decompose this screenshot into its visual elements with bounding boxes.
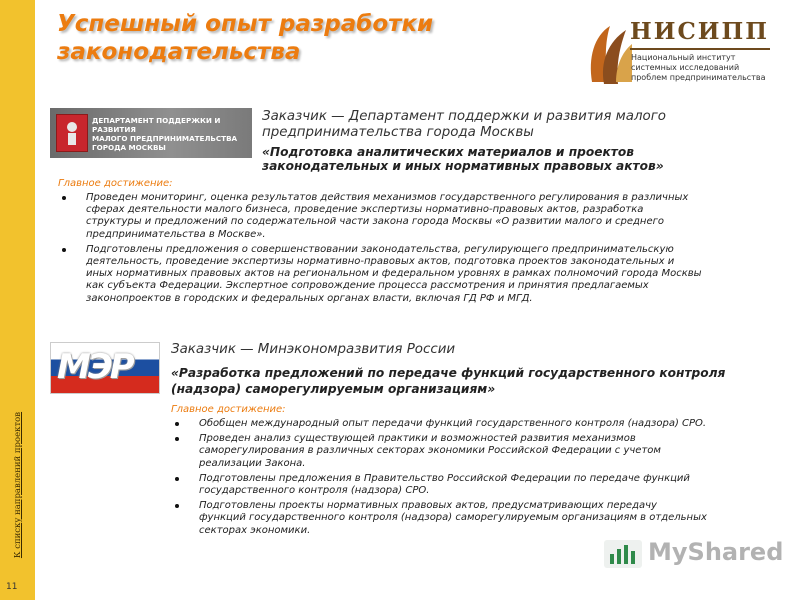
case2-b3-line-1: Подготовлены предложения в Правительство Российской Федерации по передаче функций [199,472,690,484]
back-to-project-list-link[interactable] [0,400,35,580]
watermark-text: MyShared [648,538,784,566]
case2-client: Заказчик — Минэкономразвития России [171,342,456,357]
case1-b2-line-3: иных нормативных правовых актов на региональном и федеральном уровнях в рамках полномочий города Москвы [86,268,702,280]
list-item [58,244,778,305]
case2-project [171,365,761,397]
watermark [604,538,784,572]
case2-b4-line-1: Подготовлены проекты нормативных правовых актов, предусматривающих передачу [199,500,657,512]
case2-project-line-2: (надзора) саморегулируемым организациям» [171,382,496,396]
moscow-department-banner [50,108,252,158]
case1-client-line-2: предпринимательства города Москвы [262,125,534,140]
case1-project-line-1: «Подготовка аналитических материалов и проектов [262,145,634,159]
list-item [171,433,771,470]
case2-achievement-label: Главное достижение: [171,404,286,415]
case1-client-line-1: Заказчик — Департамент поддержки и развития малого [262,109,666,124]
case1-b2-line-1: Подготовлены предложения о совершенствовании законодательства, регулирующего предпринимательскую [86,243,674,255]
case1-b1-line-2: сферах деятельности малого бизнеса, проведение экспертизы нормативно-правовых актов, разработка [86,204,644,216]
nisipp-logo [586,18,776,88]
case2-b4-line-2: функций государственного контроля (надзора) саморегулируемым организациям в отдельных [199,512,707,524]
nisipp-emblem-icon [586,18,632,88]
moscow-coat-of-arms-icon [56,114,88,152]
case1-project-line-2: законодательных и иных нормативных правовых актов» [262,159,664,173]
ministry-logo-text: МЭР [57,347,132,387]
logo-name: НИСИПП [630,18,769,45]
case1-b2-line-4: как субъекта Федерации. Экспертное сопровождение процесса рассмотрения и принятия предлагаемых [86,280,649,292]
case1-project [262,145,752,173]
banner-line-2: МАЛОГО ПРЕДПРИНИМАТЕЛЬСТВА [92,134,238,143]
slide-title-line-2: законодательства [57,39,301,65]
logo-subtitle-line-3: проблем предпринимательства [631,73,766,82]
case2-b4-line-3: секторах экономики. [199,524,311,536]
logo-subtitle-line-2: системных исследований [631,63,740,72]
case2-achievements-list [171,418,771,537]
slide-title-line-1: Успешный опыт разработки [57,11,434,37]
logo-divider [630,48,770,51]
ministry-logo [50,342,160,394]
case1-achievements-list [58,192,778,305]
banner-line-1: ДЕПАРТАМЕНТ ПОДДЕРЖКИ И РАЗВИТИЯ [92,116,221,134]
case2-b2-line-2: саморегулирования в различных секторах экономики Российской Федерации с учетом [199,445,661,457]
page-number: 11 [6,582,18,592]
banner-line-3: ГОРОДА МОСКВЫ [92,143,166,152]
list-item [171,418,771,430]
list-item [171,473,771,497]
case2-b1-line-1: Обобщен международный опыт передачи функций государственного контроля (надзора) СРО. [199,418,707,429]
case2-b2-line-3: реализации Закона. [199,457,306,469]
slide-title [57,10,433,66]
case1-b2-line-2: деятельность, проведение экспертизы нормативно-правовых актов, подготовка проектов законодательных и [86,256,675,268]
presentation-icon [604,540,642,568]
department-banner-text [92,116,250,152]
case1-b1-line-4: предпринимательства в Москве». [86,228,266,240]
logo-subtitle-line-1: Национальный институт [631,53,736,62]
case2-b3-line-2: государственного контроля (надзора) СРО. [199,485,430,497]
case2-project-line-1: «Разработка предложений по передаче функций государственного контроля [171,366,726,380]
case1-b1-line-3: структуры и предложений по содержательной части закона города Москвы «О развитии малого и среднего [86,216,664,228]
case2-b2-line-1: Проведен анализ существующей практики и возможностей развития механизмов [199,433,636,445]
case1-achievement-label: Главное достижение: [58,178,173,189]
back-to-project-list-label[interactable]: К списку направлений проектов [13,411,23,559]
logo-subtitle [631,53,765,83]
case1-b1-line-1: Проведен мониторинг, оценка результатов действия механизмов государственного регулирования в различных [86,192,689,203]
case1-b2-line-5: законопроектов в городских и федеральных органах власти, включая ГД РФ и МГД. [86,292,533,304]
list-item [58,192,778,241]
list-item [171,500,771,537]
case1-client [262,109,752,141]
